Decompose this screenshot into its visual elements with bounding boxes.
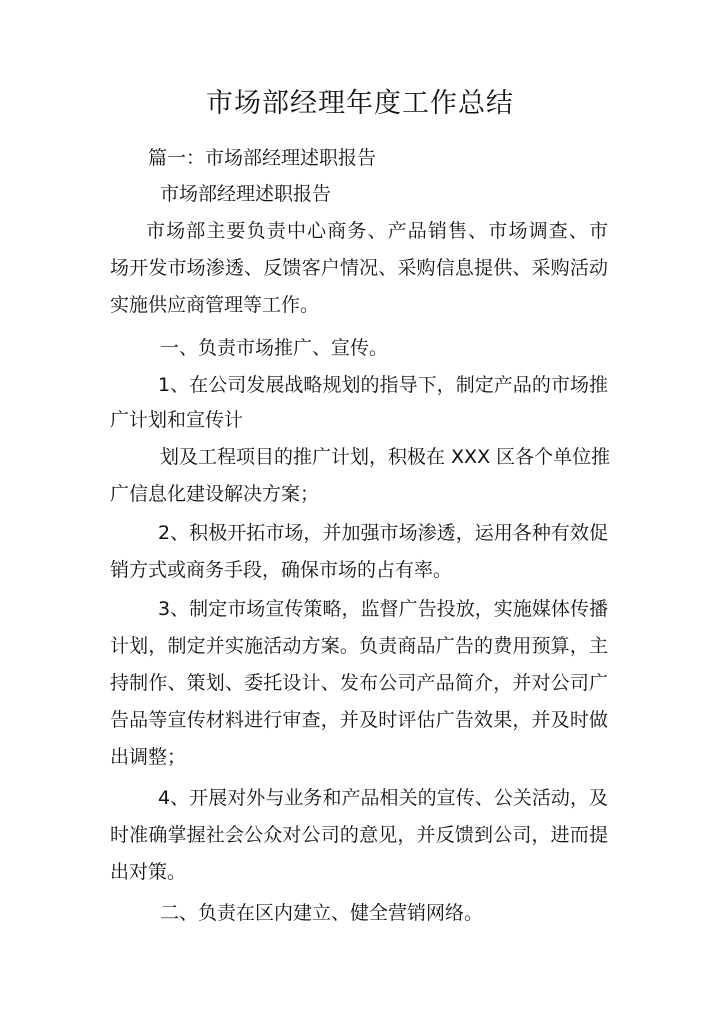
paragraph-line: 划及工程项目的推广计划，积极在 XXX 区各个单位推 — [160, 446, 611, 468]
paragraph-line: 销方式或商务手段，确保市场的占有率。 — [110, 559, 453, 581]
paragraph-line: 实施供应商管理等工作。 — [110, 294, 320, 316]
paragraph-line: 持制作、策划、委托设计、发布公司产品简介，并对公司广 — [110, 672, 608, 694]
paragraph-line: 告品等宣传材料进行审查，并及时评估广告效果，并及时做 — [110, 709, 608, 731]
section-heading: 一、负责市场推广、宣传。 — [160, 337, 389, 359]
paragraph-line: 4、开展对外与业务和产品相关的宣传、公关活动，及 — [158, 787, 608, 809]
paragraph-line: 2、积极开拓市场，并加强市场渗透，运用各种有效促 — [158, 522, 608, 544]
report-subtitle: 市场部经理述职报告 — [160, 183, 332, 205]
paragraph-line: 1、在公司发展战略规划的指导下，制定产品的市场推 — [158, 374, 608, 396]
paragraph-line: 计划，制定并实施活动方案。负责商品广告的费用预算，主 — [110, 635, 608, 657]
paragraph-line: 出调整； — [110, 746, 187, 768]
paragraph-line: 广计划和宣传计 — [110, 409, 244, 431]
section-heading: 篇一：市场部经理述职报告 — [148, 147, 377, 169]
document-title: 市场部经理年度工作总结 — [206, 88, 514, 119]
paragraph-line: 时准确掌握社会公众对公司的意见，并反馈到公司，进而提 — [110, 824, 608, 846]
section-heading: 二、负责在区内建立、健全营销网络。 — [160, 902, 484, 924]
paragraph-line: 广信息化建设解决方案； — [110, 483, 320, 505]
paragraph-line: 3、制定市场宣传策略，监督广告投放，实施媒体传播 — [158, 598, 608, 620]
paragraph-line: 出对策。 — [110, 861, 187, 883]
paragraph-line: 市场部主要负责中心商务、产品销售、市场调查、市 — [146, 220, 608, 242]
paragraph-line: 场开发市场渗透、反馈客户情况、采购信息提供、采购活动 — [110, 257, 608, 279]
